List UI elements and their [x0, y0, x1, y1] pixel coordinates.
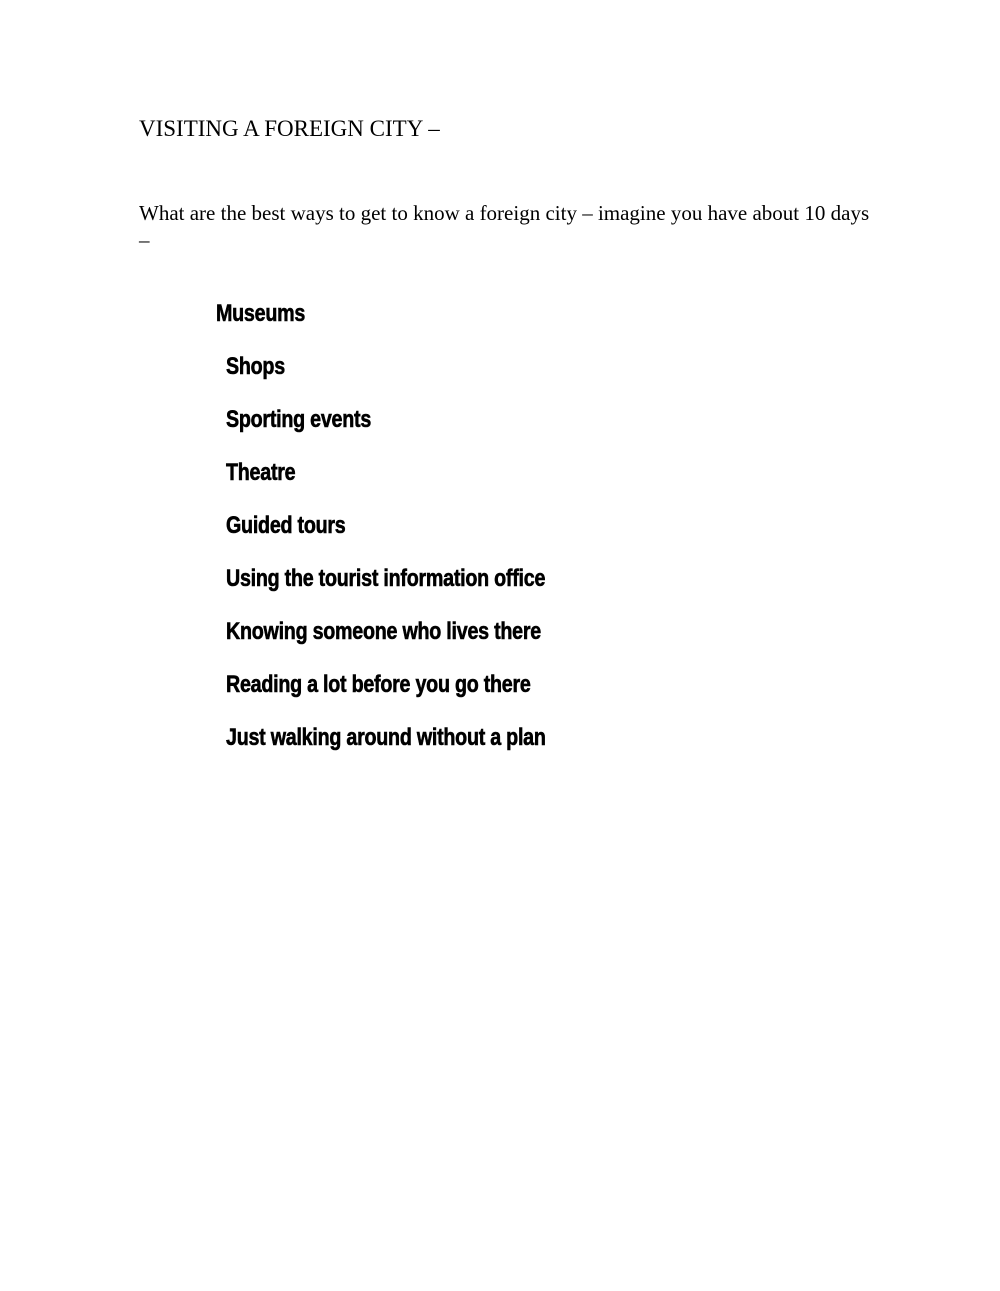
- option-walking-around: Just walking around without a plan: [226, 724, 546, 751]
- question-text: What are the best ways to get to know a foreign city – imagine you have about 10 days –: [139, 201, 870, 252]
- option-knowing-someone: Knowing someone who lives there: [226, 618, 541, 645]
- option-reading-before: Reading a lot before you go there: [226, 671, 531, 698]
- option-guided-tours: Guided tours: [226, 512, 346, 539]
- option-museums: Museums: [216, 300, 306, 327]
- option-theatre: Theatre: [226, 459, 296, 486]
- page-title: VISITING A FOREIGN CITY –: [139, 116, 440, 141]
- option-shops: Shops: [226, 353, 285, 380]
- option-tourist-information-office: Using the tourist information office: [226, 565, 546, 592]
- option-sporting-events: Sporting events: [226, 406, 372, 433]
